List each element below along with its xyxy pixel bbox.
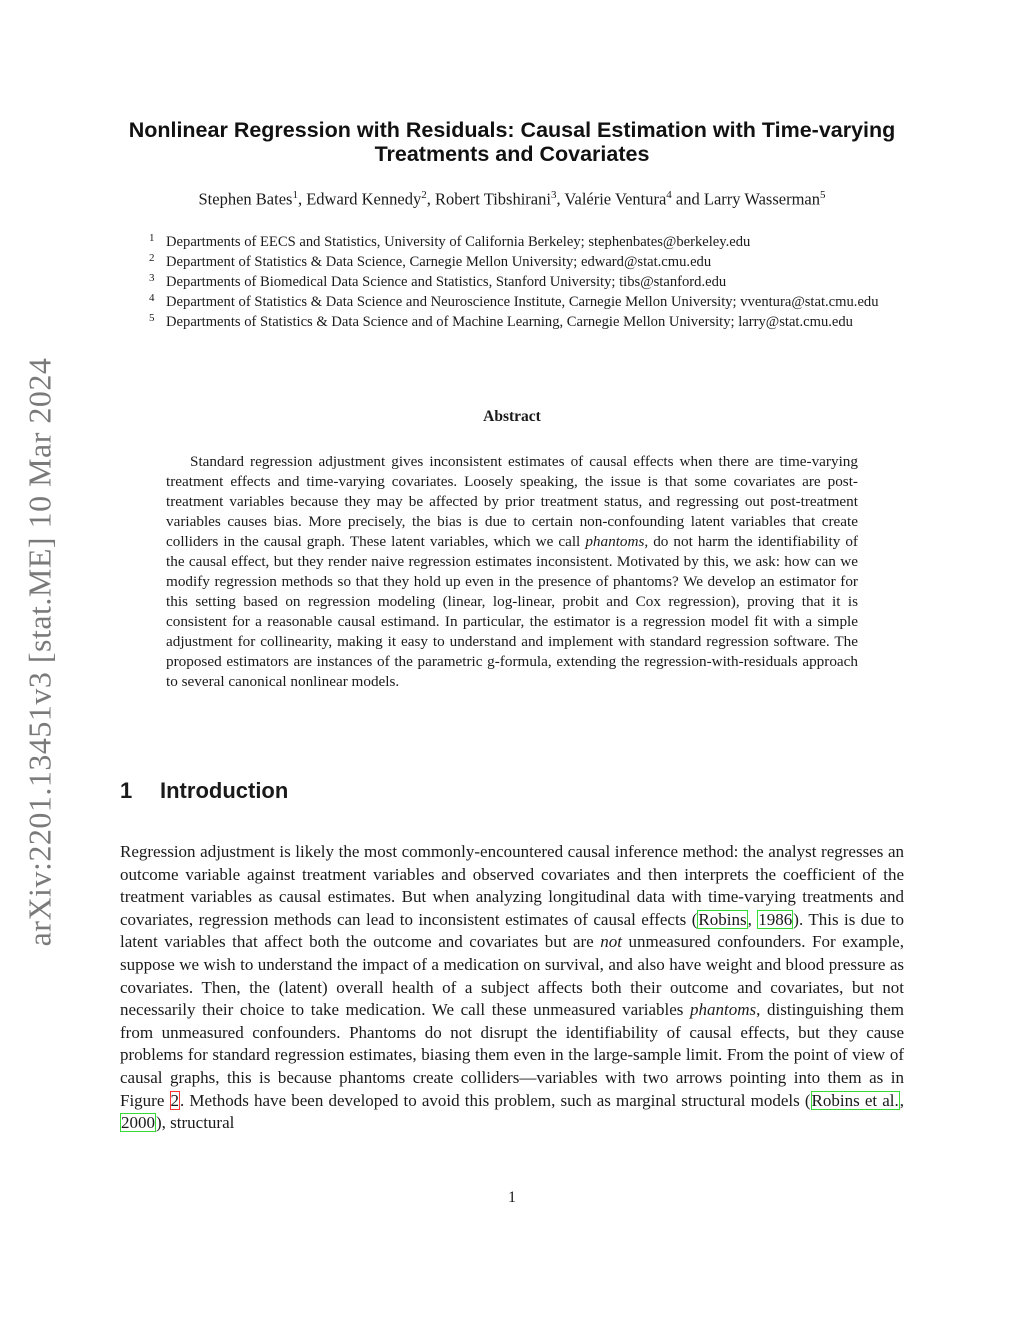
author-affil-mark: 2 bbox=[421, 189, 427, 201]
author-name: Valérie Ventura bbox=[564, 189, 667, 209]
affiliation-number: 5 bbox=[149, 312, 155, 324]
paper-title: Nonlinear Regression with Residuals: Causal Estimation with Time-varying Treatments and Covariates bbox=[128, 118, 896, 166]
abstract-heading: Abstract bbox=[483, 408, 541, 425]
author-separator: , bbox=[297, 189, 307, 209]
affiliation-text: Departments of EECS and Statistics, University of California Berkeley; stephenbates@berkeley.edu bbox=[166, 234, 751, 250]
affiliation-text: Department of Statistics & Data Science, Carnegie Mellon University; edward@stat.cmu.edu bbox=[166, 254, 712, 270]
affiliation-item bbox=[146, 272, 906, 292]
intro-text: ), structural bbox=[156, 1113, 235, 1133]
author-affil-mark: 3 bbox=[550, 189, 557, 201]
affiliation-item bbox=[146, 312, 906, 332]
page-number: 1 bbox=[508, 1189, 516, 1206]
intro-emphasis: phantoms bbox=[690, 1000, 757, 1020]
intro-emphasis: not bbox=[600, 932, 622, 952]
affiliation-item bbox=[146, 292, 906, 312]
author-name: Robert Tibshirani bbox=[434, 189, 551, 209]
intro-text: . Methods have been developed to avoid this problem, such as marginal structural models ( bbox=[180, 1090, 811, 1110]
affiliation-text: Departments of Biomedical Data Science and Statistics, Stanford University; tibs@stanford.edu bbox=[166, 274, 727, 290]
author-name: Larry Wasserman bbox=[703, 189, 820, 209]
affiliation-number: 3 bbox=[149, 272, 155, 284]
abstract-body bbox=[166, 452, 858, 692]
citation-year-link[interactable]: 2000 bbox=[121, 1113, 155, 1133]
author-affil-mark: 4 bbox=[666, 189, 672, 201]
citation-link[interactable]: Robins bbox=[698, 909, 747, 929]
affiliation-list bbox=[146, 232, 906, 332]
citation-separator: , bbox=[747, 909, 758, 929]
intro-text: unmeasured confounders. For example, suppose we wish to understand the impact of a medication on survival, and also have weight and blood pressure as covariates. Then, the (latent) overall health of a subject affects both their outcome and covariates, but not necessarily their choice to take medication. We call these unmeasured variables bbox=[120, 932, 904, 1020]
affiliation-number: 4 bbox=[149, 292, 155, 304]
abstract-text: , do not harm the identifiability of the causal effect, but they render naive regression estimates inconsistent. Motivated by this, we ask: how can we modify regression methods so that they hold up even in the presence of phantoms? We develop an estimator for this setting based on regression modeling (linear, log-linear, probit and Cox regression), proving that it is consistent for a reasonable causal estimand. In particular, the estimator is a regression model fit with a simple adjustment for collinearity, making it easy to understand and implement with standard regression software. The proposed estimators are instances of the parametric g-formula, extending the regression-with-residuals approach to several canonical nonlinear models. bbox=[166, 533, 858, 690]
abstract-emphasis: phantoms bbox=[585, 533, 645, 550]
citation-link[interactable]: Robins et al. bbox=[811, 1090, 899, 1110]
intro-text: , distinguishing them from unmeasured confounders. Phantoms do not disrupt the identifiability of causal effects, but they cause problems for standard regression estimates, biasing them even in the large-sample limit. From the point of view of causal graphs, this is because phantoms create colliders—variables with two arrows pointing into them as in Figure bbox=[120, 1000, 904, 1110]
arxiv-identifier: arXiv:2201.13451v3 [stat.ME] 10 Mar 2024 bbox=[21, 357, 58, 947]
section-title: Introduction bbox=[160, 778, 289, 803]
author-name: Edward Kennedy bbox=[306, 189, 422, 209]
affiliation-item bbox=[146, 232, 906, 252]
section-heading bbox=[120, 778, 288, 804]
affiliation-text: Departments of Statistics & Data Science and of Machine Learning, Carnegie Mellon University; larry@stat.cmu.edu bbox=[166, 314, 853, 330]
citation-separator: , bbox=[899, 1090, 905, 1110]
author-name: Stephen Bates bbox=[198, 189, 293, 209]
author-list bbox=[100, 184, 924, 211]
author-affil-mark: 1 bbox=[292, 189, 298, 201]
intro-paragraph bbox=[120, 841, 904, 1135]
section-number: 1 bbox=[120, 778, 133, 803]
author-affil-mark: 5 bbox=[819, 189, 826, 201]
author-separator: , bbox=[426, 189, 435, 209]
affiliation-number: 1 bbox=[149, 232, 155, 244]
affiliation-number: 2 bbox=[149, 252, 155, 264]
affiliation-item bbox=[146, 252, 906, 272]
author-separator: , bbox=[556, 189, 565, 209]
abstract-text: Standard regression adjustment gives inconsistent estimates of causal effects when there are time-varying treatment effects and time-varying covariates. Loosely speaking, the issue is that some covariates are post-treatment variables because they may be affected by prior treatment status, and regressing out post-treatment variables causes bias. More precisely, the bias is due to certain non-confounding latent variables that create colliders in the causal graph. These latent variables, which we call bbox=[166, 453, 858, 550]
intro-text: Regression adjustment is likely the most commonly-encountered causal inference method: the analyst regresses an outcome variable against treatment variables and observed covariates and then interprets the coefficient of the treatment variables as causal estimates. But when analyzing longitudinal data with time-varying treatments and covariates, regression methods can lead to inconsistent estimates of causal effects ( bbox=[120, 842, 904, 929]
figure-reference-link[interactable]: 2 bbox=[170, 1090, 180, 1110]
citation-year-link[interactable]: 1986 bbox=[758, 909, 793, 929]
author-separator: and bbox=[671, 189, 704, 209]
intro-text: ). This is due to latent variables that affect both the outcome and covariates but are bbox=[120, 909, 905, 952]
affiliation-text: Department of Statistics & Data Science and Neuroscience Institute, Carnegie Mellon University; vventura@stat.cmu.edu bbox=[166, 294, 879, 310]
